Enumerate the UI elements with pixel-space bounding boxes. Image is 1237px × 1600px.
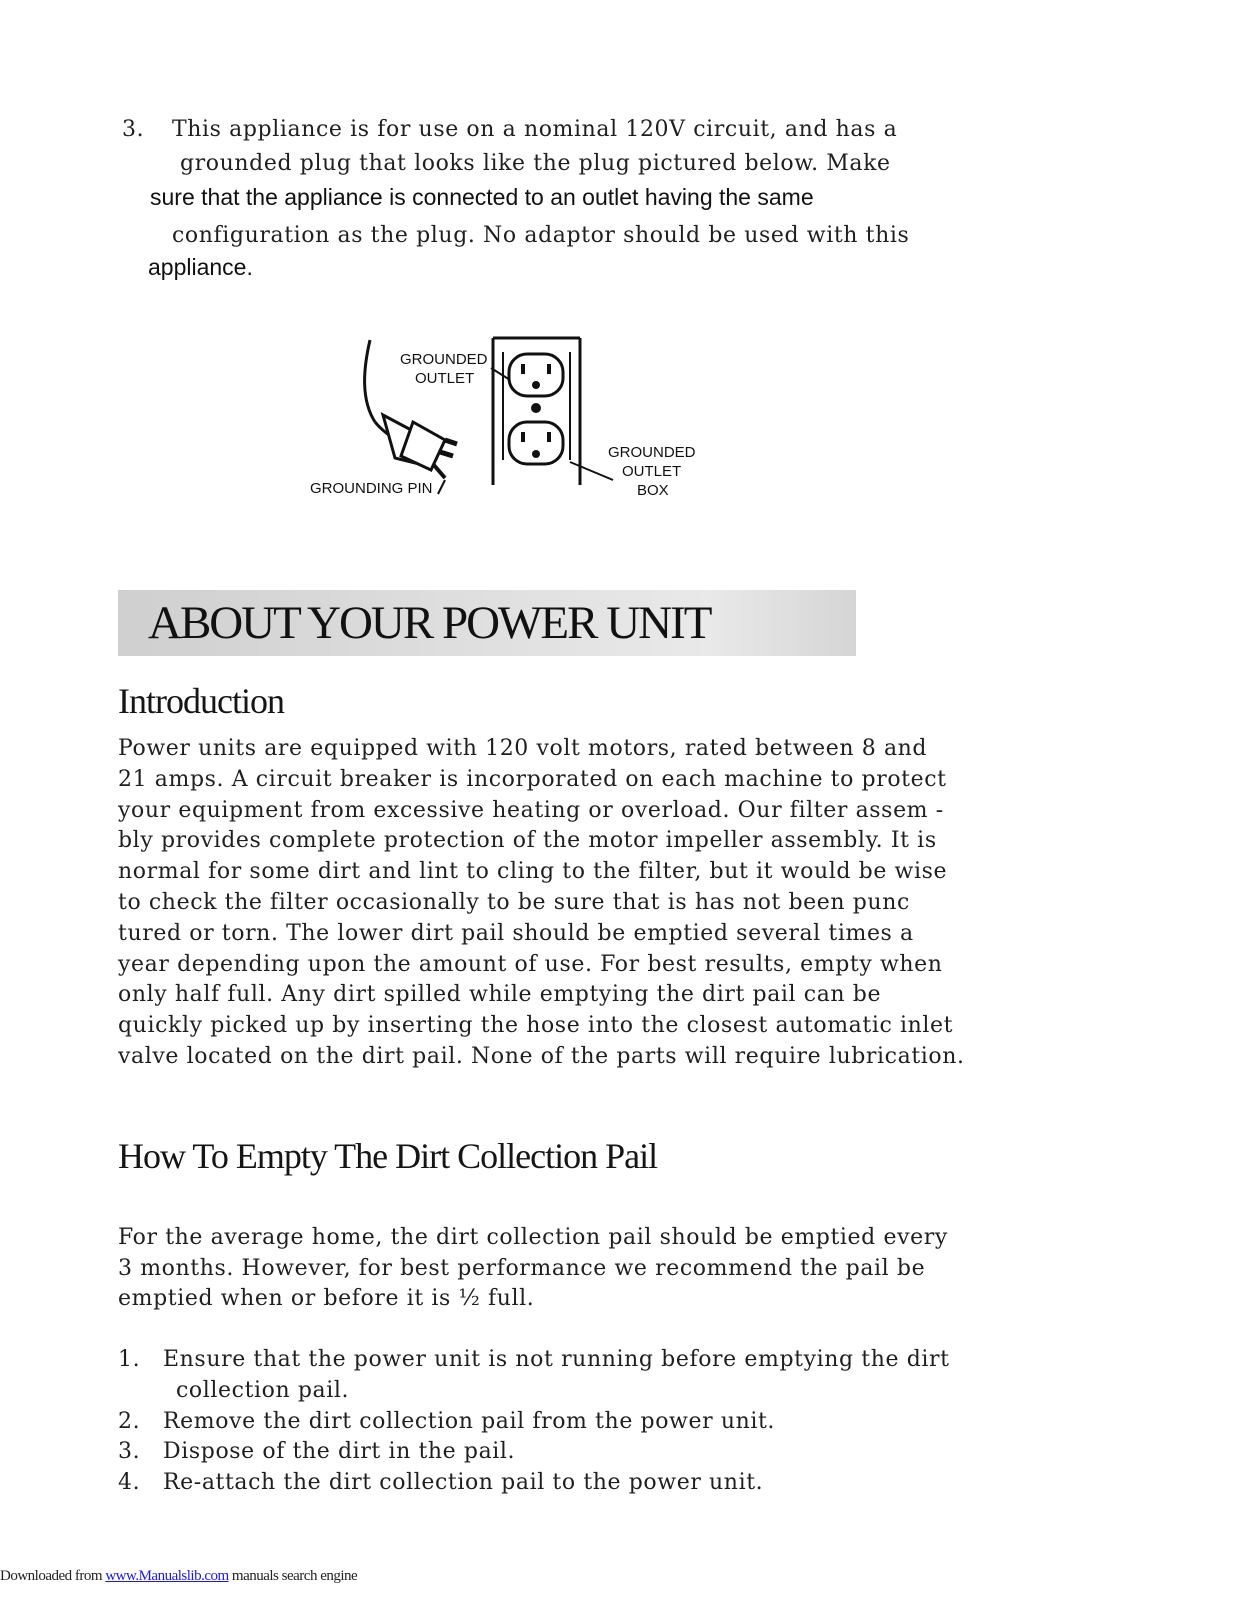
manualslib-link[interactable]: www.Manualslib.com	[105, 1568, 229, 1584]
body-line: normal for some dirt and lint to cling to the filter, but it would be wise	[118, 859, 948, 885]
body-line: 3 months. However, for best performance we recommend the pail be	[118, 1255, 926, 1281]
label-outlet-box: BOX	[637, 482, 669, 499]
body-line: For the average home, the dirt collection pail should be emptied every	[118, 1225, 948, 1250]
introduction-heading: Introduction	[118, 681, 284, 721]
body-line: valve located on the dirt pail. None of the parts will require lubrication.	[118, 1043, 965, 1069]
body-line: to check the filter occasionally to be sure that is has not been punc	[118, 889, 910, 915]
footer-suffix: manuals search engine	[228, 1568, 358, 1584]
step-text: Remove the dirt collection pail from the power unit.	[163, 1408, 776, 1434]
step-text: Dispose of the dirt in the pail.	[163, 1439, 516, 1465]
step-number: 2.	[118, 1408, 141, 1434]
label-outlet-box: OUTLET	[622, 463, 682, 480]
body-line: Power units are equipped with 120 volt motors, rated between 8 and	[118, 736, 928, 761]
step-number: 3.	[118, 1439, 141, 1465]
step-text-continued: collection pail.	[176, 1377, 350, 1403]
item-text-line: grounded plug that looks like the plug pictured below. Make	[180, 151, 891, 176]
label-grounded-outlet: OUTLET	[415, 370, 475, 387]
item-text-line: appliance.	[148, 254, 253, 280]
step-text: Ensure that the power unit is not running before emptying the dirt	[163, 1347, 950, 1372]
item-text-line: sure that the appliance is connected to an outlet having the same	[150, 184, 814, 210]
empty-pail-heading: How To Empty The Dirt Collection Pail	[118, 1136, 658, 1176]
body-line: year depending upon the amount of use. For best results, empty when	[118, 951, 943, 977]
body-line: 21 amps. A circuit breaker is incorporated on each machine to protect	[118, 766, 947, 792]
step-number: 1.	[118, 1347, 141, 1372]
item-text-line: This appliance is for use on a nominal 120V circuit, and has a	[172, 117, 898, 142]
label-outlet-box: GROUNDED	[608, 444, 696, 461]
empty-pail-intro	[118, 1222, 948, 1314]
section-banner	[118, 590, 856, 656]
download-footer	[0, 1568, 357, 1585]
step-number: 4.	[118, 1470, 141, 1496]
banner-title: ABOUT YOUR POWER UNIT	[148, 597, 711, 649]
introduction-body	[118, 733, 965, 1072]
body-line: bly provides complete protection of the motor impeller assembly. It is	[118, 828, 937, 854]
item-text-line: configuration as the plug. No adaptor should be used with this	[172, 223, 910, 248]
label-grounding-pin: GROUNDING PIN	[310, 480, 433, 497]
body-line: your equipment from excessive heating or overload. Our filter assem -	[118, 797, 944, 823]
body-line: tured or torn. The lower dirt pail should be emptied several times a	[118, 920, 914, 946]
body-line: emptied when or before it is ½ full.	[118, 1286, 535, 1311]
label-grounded-outlet: GROUNDED	[400, 351, 488, 368]
body-line: only half full. Any dirt spilled while emptying the dirt pail can be	[118, 982, 882, 1008]
footer-prefix: Downloaded from	[0, 1568, 106, 1584]
body-line: quickly picked up by inserting the hose into the closest automatic inlet	[118, 1013, 954, 1039]
step-text: Re-attach the dirt collection pail to the power unit.	[163, 1470, 764, 1496]
item-number: 3.	[122, 117, 145, 142]
grounded-plug-diagram	[295, 330, 715, 510]
